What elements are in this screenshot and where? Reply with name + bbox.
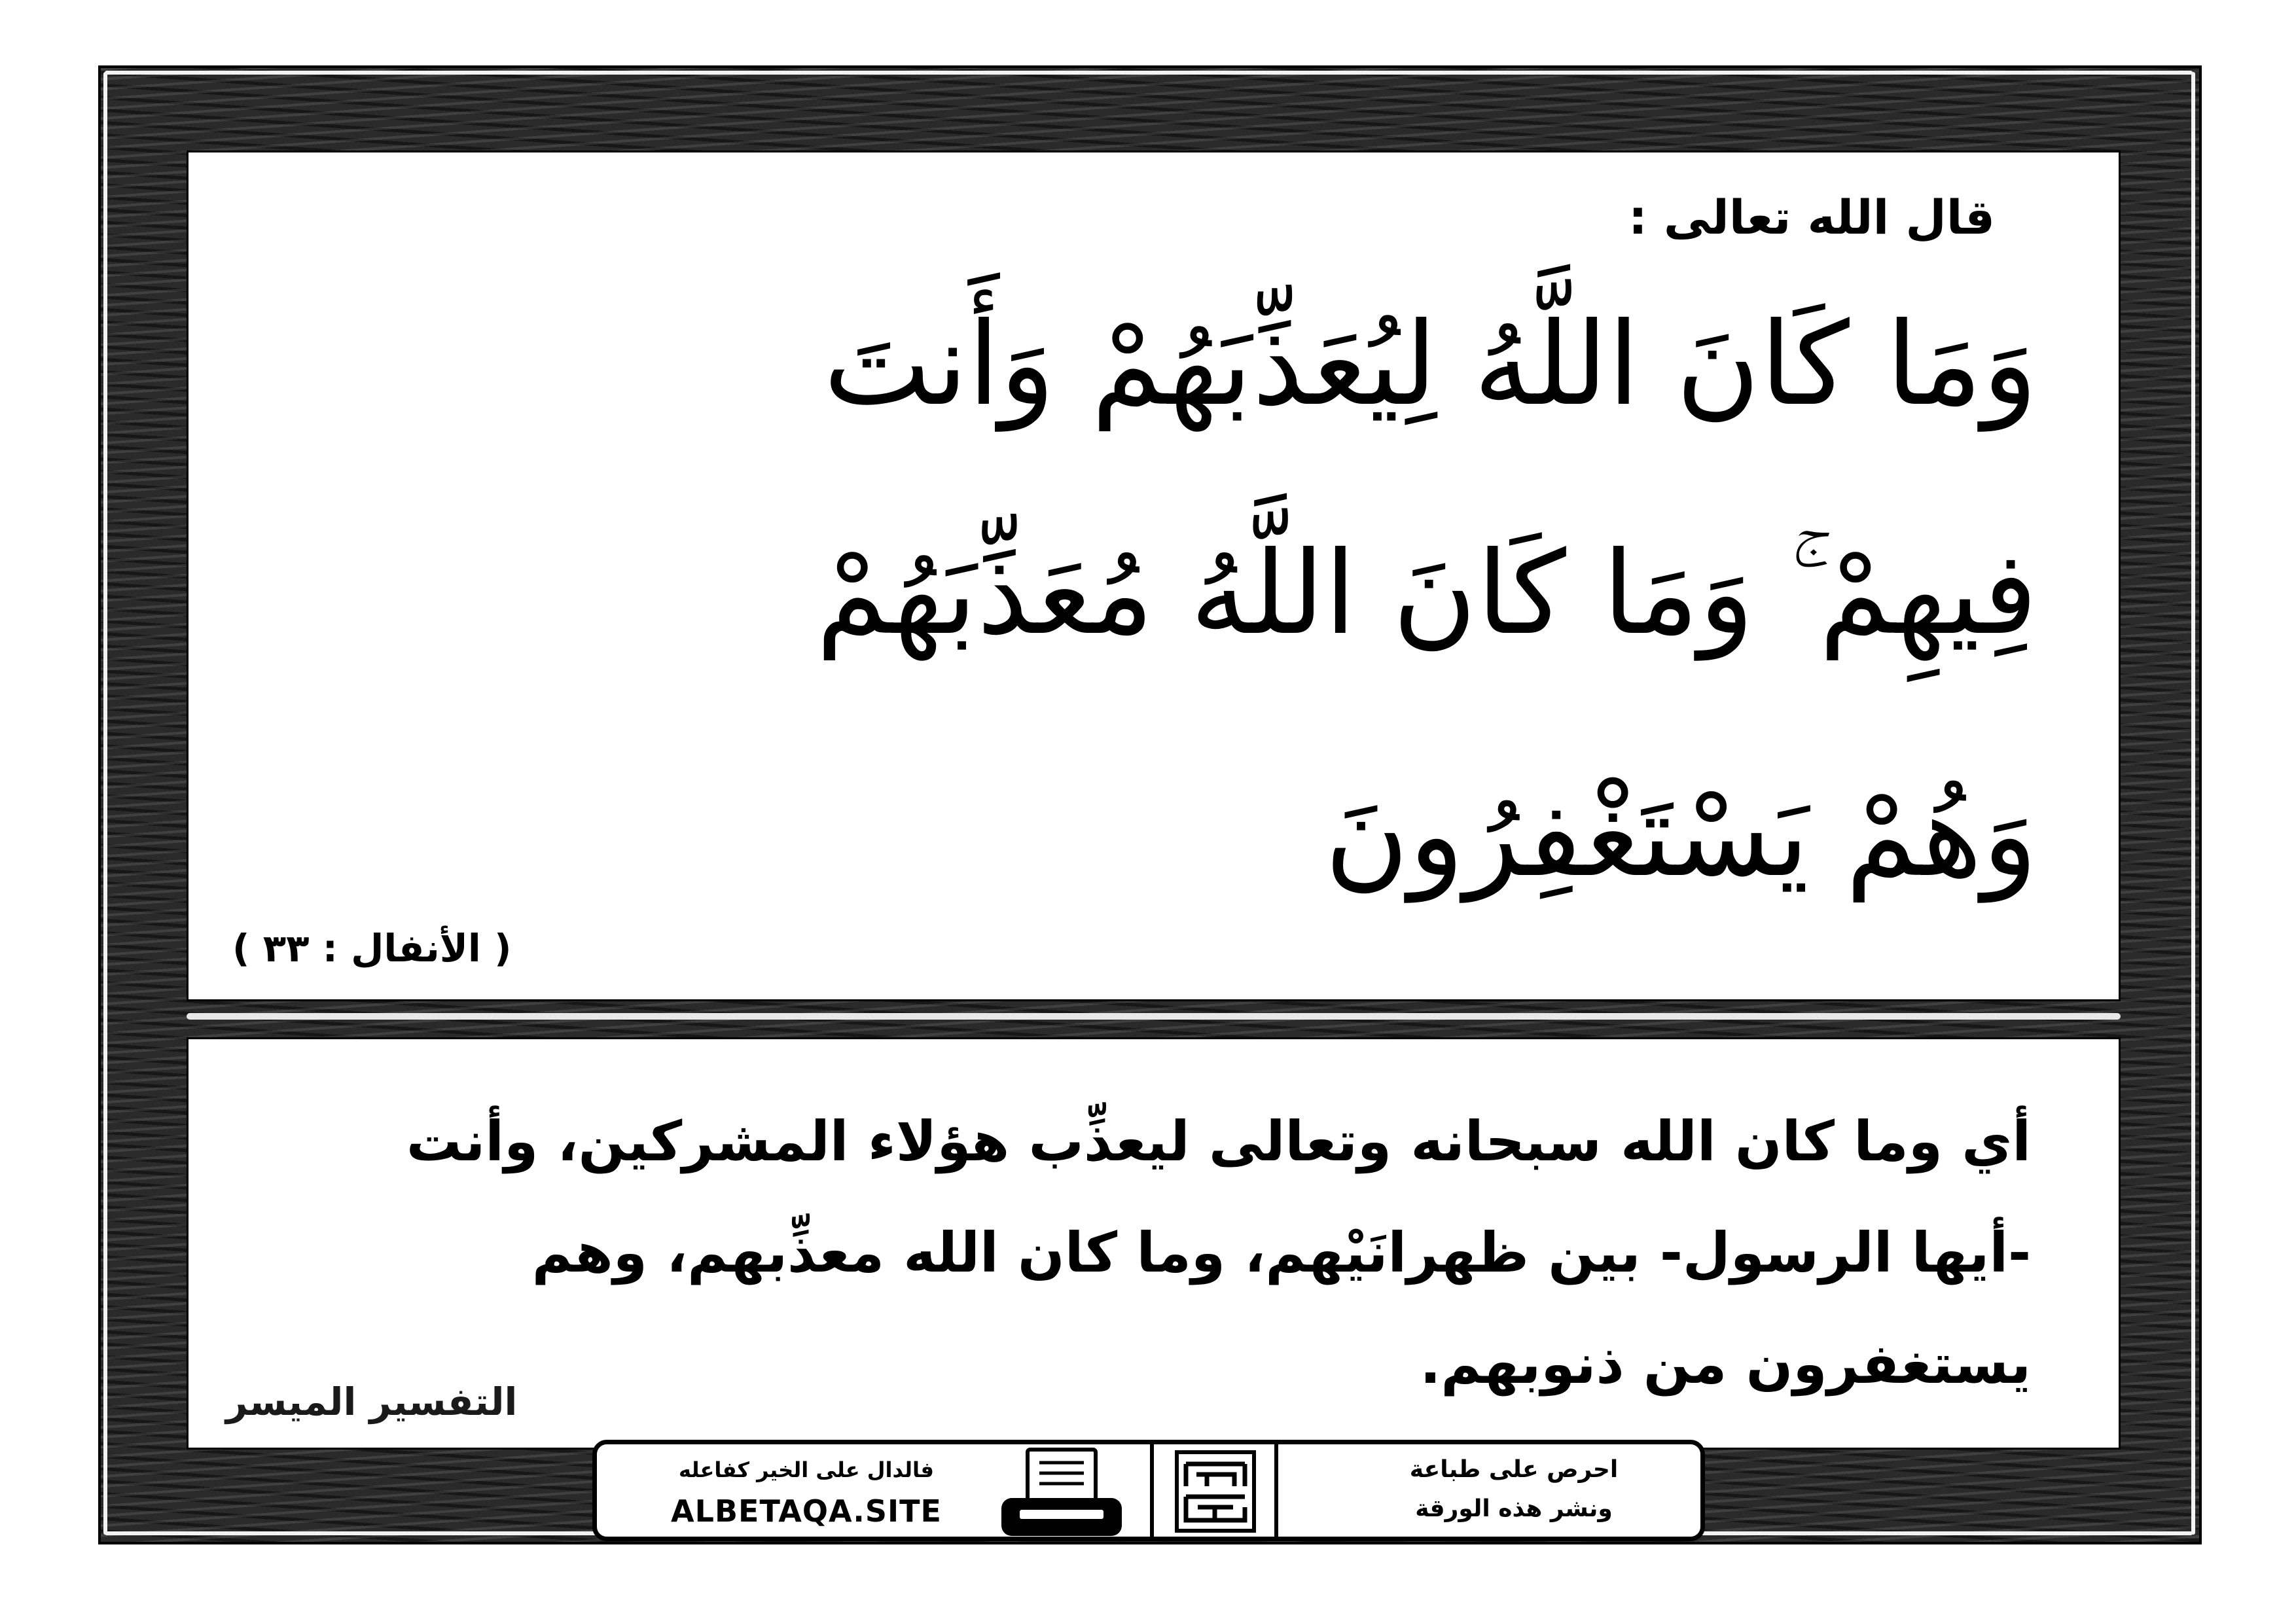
verse-line-2: فِيهِمْ ۚ وَمَا كَانَ اللَّهُ مُعَذِّبَهُمْ [816,527,2037,660]
frame-highlight-top [105,71,2193,75]
tafsir-line-2: -أيها الرسول- بين ظهرانَيْهم، وما كان الله معذِّبهم، وهم [531,1221,2031,1285]
footer-separator-left [1150,1444,1154,1537]
verse-line-3: وَهُمْ يَسْتَغْفِرُونَ [1324,770,2037,902]
panel-divider [187,1013,2121,1020]
verse-line-1: وَمَا كَانَ اللَّهُ لِيُعَذِّبَهُمْ وَأَنتَ [823,298,2037,431]
tafsir-line-3: يستغفرون من ذنوبهم. [1420,1332,2031,1396]
footer-site-link[interactable]: ALBETAQA.SITE [671,1493,942,1529]
footer-separator-right [1274,1444,1278,1537]
tafsir-line-1: أي وما كان الله سبحانه وتعالى ليعذِّب هؤلاء المشركين، وأنت [406,1109,2031,1173]
footer-bar [592,1440,1705,1541]
footer-proverb: فالدال على الخير كفاعله [679,1457,934,1482]
tafsir-source: التفسير الميسر [226,1380,518,1424]
printer-icon [996,1447,1127,1539]
logo-icon [1173,1448,1258,1535]
footer-print-call: احرص على طباعة [1409,1456,1619,1483]
footer-share-call: ونشر هذه الورقة [1415,1495,1613,1522]
verse-reference: ( الأنفال : ٣٣ ) [232,926,512,971]
frame-highlight-left [103,72,107,1535]
intro-heading: قال الله تعالى : [1628,190,1995,245]
frame-highlight-right [2191,72,2195,1535]
